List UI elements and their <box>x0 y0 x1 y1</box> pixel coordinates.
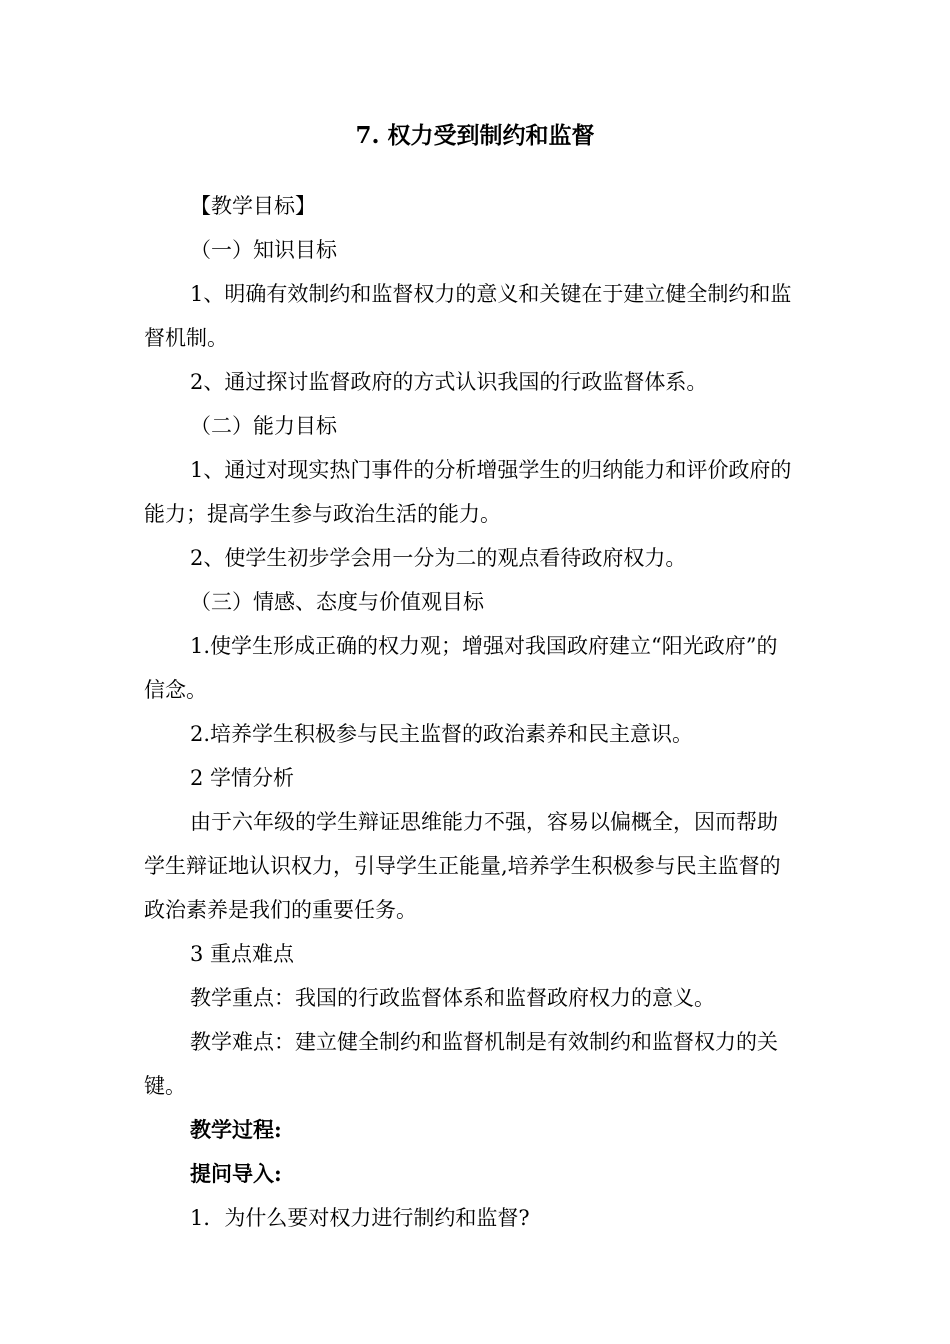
paragraph: 1、通过对现实热门事件的分析增强学生的归纳能力和评价政府的能力；提高学生参与政治生活的能力。 <box>144 458 792 526</box>
paragraph: 2.培养学生积极参与民主监督的政治素养和民主意识。 <box>190 722 694 746</box>
section-heading-learner-analysis: 2 学情分析 <box>190 766 295 790</box>
section-heading-key-points: 3 重点难点 <box>190 942 295 966</box>
document-title: 7. 权力受到制约和监督 <box>355 122 595 149</box>
subheading-knowledge-goals: （一）知识目标 <box>190 238 337 262</box>
section-heading-teaching-goals: 【教学目标】 <box>190 194 316 218</box>
paragraph: 教学重点：我国的行政监督体系和监督政府权力的意义。 <box>190 986 715 1010</box>
section-heading-teaching-process: 教学过程: <box>190 1117 282 1142</box>
paragraph: 教学难点：建立健全制约和监督机制是有效制约和监督权力的关键。 <box>144 1030 778 1098</box>
paragraph: 1.使学生形成正确的权力观；增强对我国政府建立“阳光政府”的信念。 <box>144 634 778 702</box>
subheading-values-goals: （三）情感、态度与价值观目标 <box>190 590 484 614</box>
subheading-ability-goals: （二）能力目标 <box>190 414 337 438</box>
paragraph: 2、通过探讨监督政府的方式认识我国的行政监督体系。 <box>190 370 708 394</box>
section-heading-lead-in: 提问导入: <box>190 1161 282 1186</box>
paragraph: 1、明确有效制约和监督权力的意义和关键在于建立健全制约和监督机制。 <box>144 282 792 350</box>
document-body <box>144 184 794 1240</box>
paragraph: 由于六年级的学生辩证思维能力不强，容易以偏概全，因而帮助学生辩证地认识权力，引导学生正能量,培养学生积极参与民主监督的政治素养是我们的重要任务。 <box>144 810 781 922</box>
paragraph: 1．为什么要对权力进行制约和监督? <box>190 1206 530 1230</box>
paragraph: 2、使学生初步学会用一分为二的观点看待政府权力。 <box>190 546 687 570</box>
